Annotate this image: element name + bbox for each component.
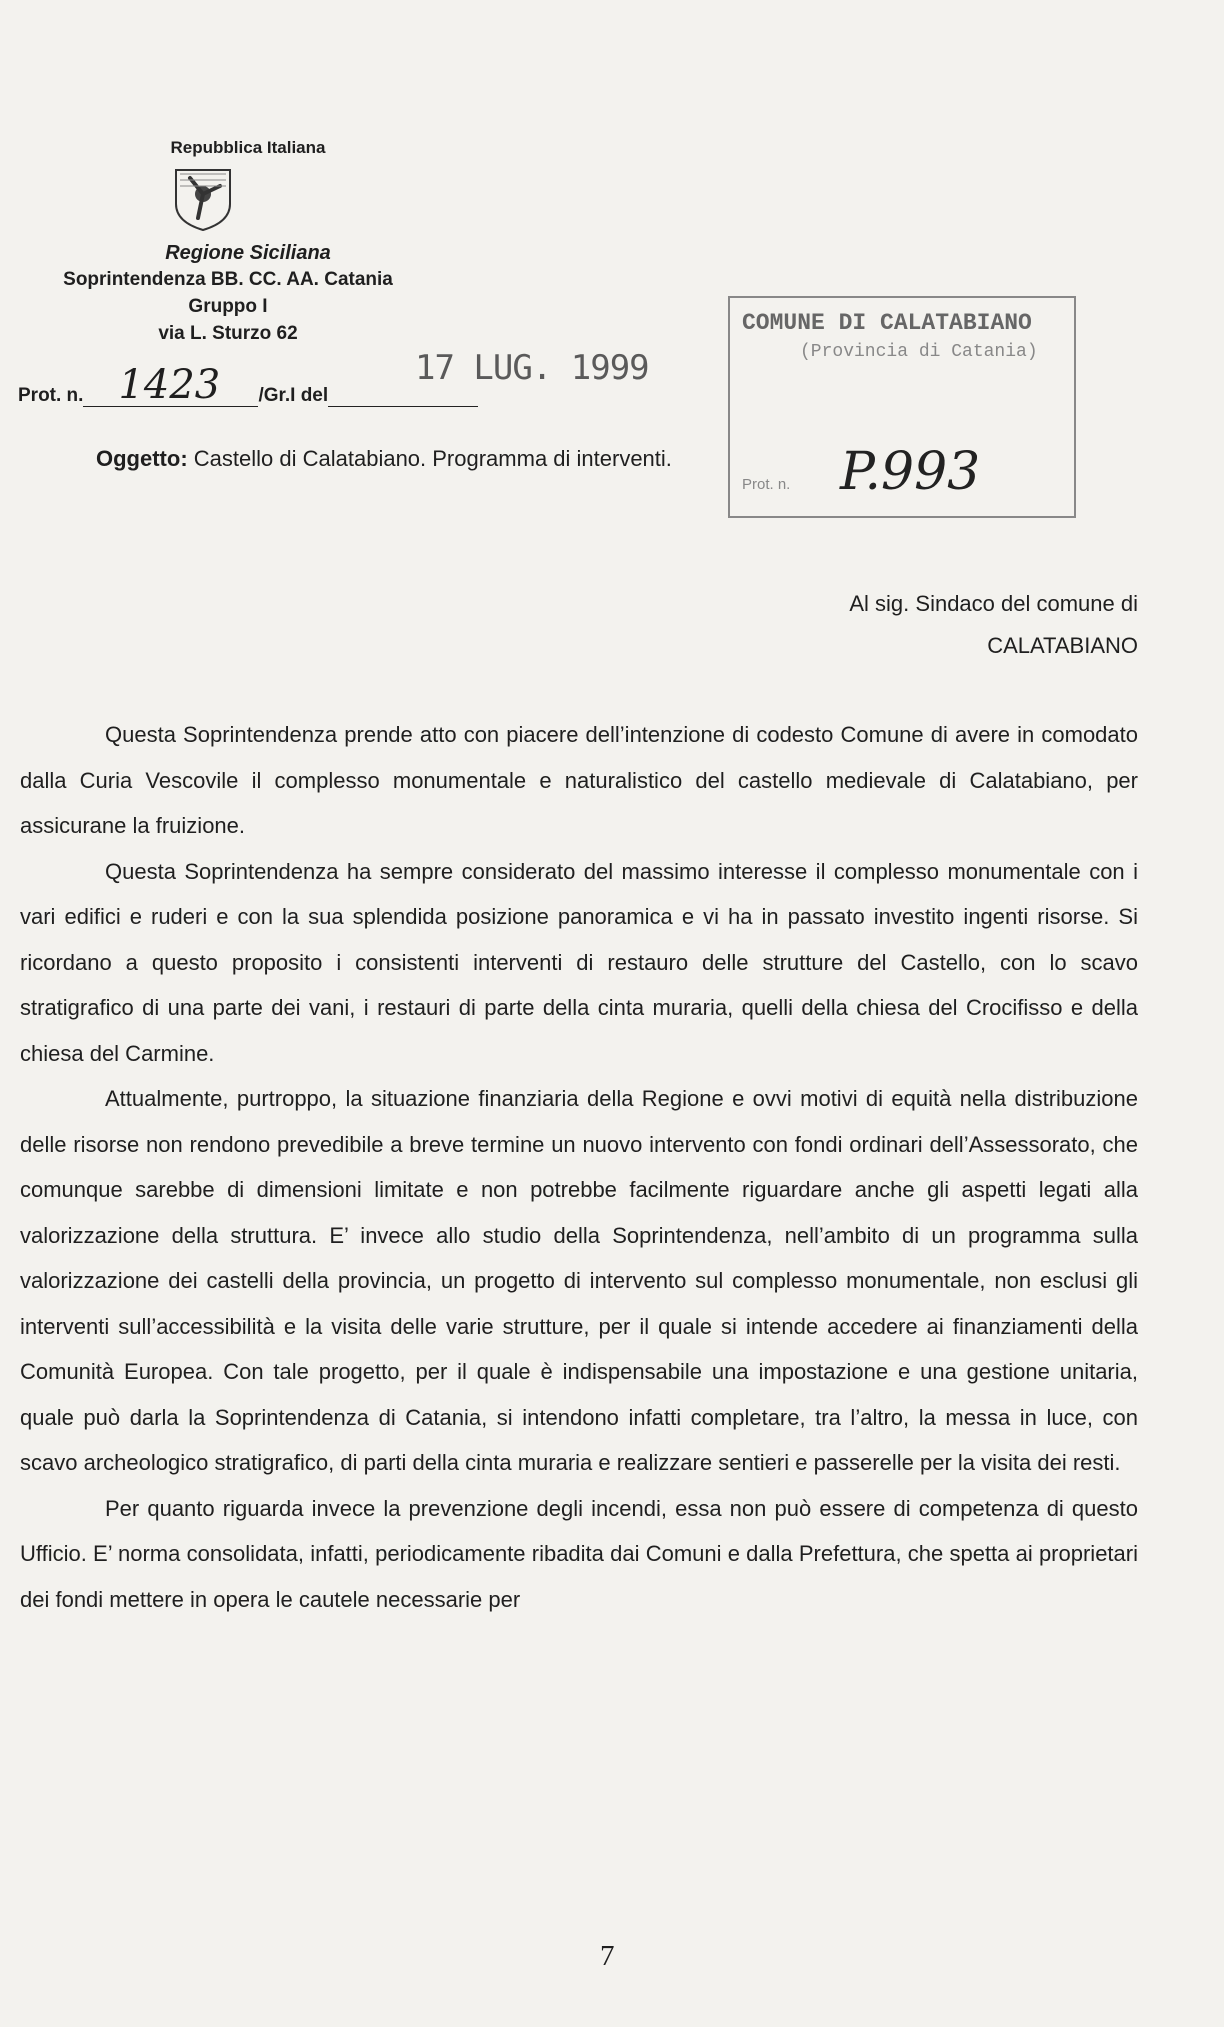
subject-text: Castello di Calatabiano. Programma di interventi. [193, 446, 672, 471]
recipient-line2: CALATABIANO [987, 633, 1138, 658]
paragraph-1: Questa Soprintendenza prende atto con piacere dell’intenzione di codesto Comune di avere in comodato dalla Curia Vescovile il complesso monumentale e naturalistico del castello medievale di Calatabiano, per assicurane la fruizione. [20, 722, 1138, 838]
recipient-block [849, 583, 1138, 667]
protocol-number: 1423 [118, 362, 221, 408]
stamp-subtitle: (Provincia di Catania) [800, 342, 1038, 362]
republic-label: Repubblica Italiana [170, 138, 326, 157]
protocol-date-field [328, 386, 478, 407]
paragraph-2: Questa Soprintendenza ha sempre considerato del massimo interesse il complesso monumentale con i vari edifici e ruderi e con la sua splendida posizione panoramica e vi ha in passato investito ingenti risorse. Si ricordano a questo proposito i consistenti interventi di restauro delle strutture del Castello, con lo scavo stratigrafico di una parte dei vani, i restauri di parte della cinta muraria, quelli della chiesa del Crocifisso e della chiesa del Carmine. [20, 858, 1138, 1066]
paragraph-4: Per quanto riguarda invece la prevenzione degli incendi, essa non può essere di competenza di questo Ufficio. E’ norma consolidata, infatti, periodicamente ribadita dai Comuni e dalla Prefettura, che spetta ai proprietari dei fondi mettere in opera le cautele necessarie per [20, 1495, 1138, 1612]
paragraph-3: Attualmente, purtroppo, la situazione finanziaria della Regione e ovvi motivi di equità nella distribuzione delle risorse non rendono prevedibile a breve termine un nuovo intervento con fondi ordinari dell’Assessorato, che comunque sarebbe di dimensioni limitate e non potrebbe facilmente riguardare anche gli aspetti legati alla valorizzazione della struttura. E’ invece allo studio della Soprintendenza, nell’ambito di un programma sulla valorizzazione dei castelli della provincia, un progetto di intervento sul complesso monumentale, non esclusi gli interventi sull’accessibilità e la visita delle varie strutture, per il quale si intende accedere ai finanziamenti della Comunità Europea. Con tale progetto, per il quale è indispensabile una impostazione e una gestione unitaria, quale può darla la Soprintendenza di Catania, si intendono infatti completare, tra l’altro, la messa in luce, con scavo archeologico stratigrafico, di parti della cinta muraria e realizzare sentieri e passerelle per la visita dei resti. [20, 1086, 1138, 1475]
protocol-prefix: Prot. n. [18, 385, 84, 406]
address-label: via L. Sturzo 62 [158, 323, 298, 344]
stamp-title: COMUNE DI CALATABIANO [742, 310, 1032, 336]
letterhead [18, 138, 438, 347]
protocol-line [18, 362, 478, 408]
subject-label: Oggetto: [96, 446, 188, 471]
office-label: Soprintendenza BB. CC. AA. Catania [63, 269, 393, 290]
subject-line [96, 446, 672, 472]
municipal-stamp [728, 296, 1076, 518]
trinacria-emblem-icon [168, 164, 238, 232]
protocol-suffix: /Gr.I del [258, 385, 329, 406]
page-number: 7 [600, 1940, 615, 1972]
letter-body [20, 712, 1138, 1622]
date-stamp: 17 LUG. 1999 [415, 348, 649, 388]
stamp-label: Prot. n. [742, 476, 791, 493]
region-label: Regione Siciliana [165, 242, 331, 264]
recipient-line1: Al sig. Sindaco del comune di [849, 591, 1138, 616]
group-label: Gruppo I [188, 296, 268, 317]
stamp-handwritten-number: P.993 [840, 442, 981, 502]
protocol-number-field [83, 362, 258, 408]
